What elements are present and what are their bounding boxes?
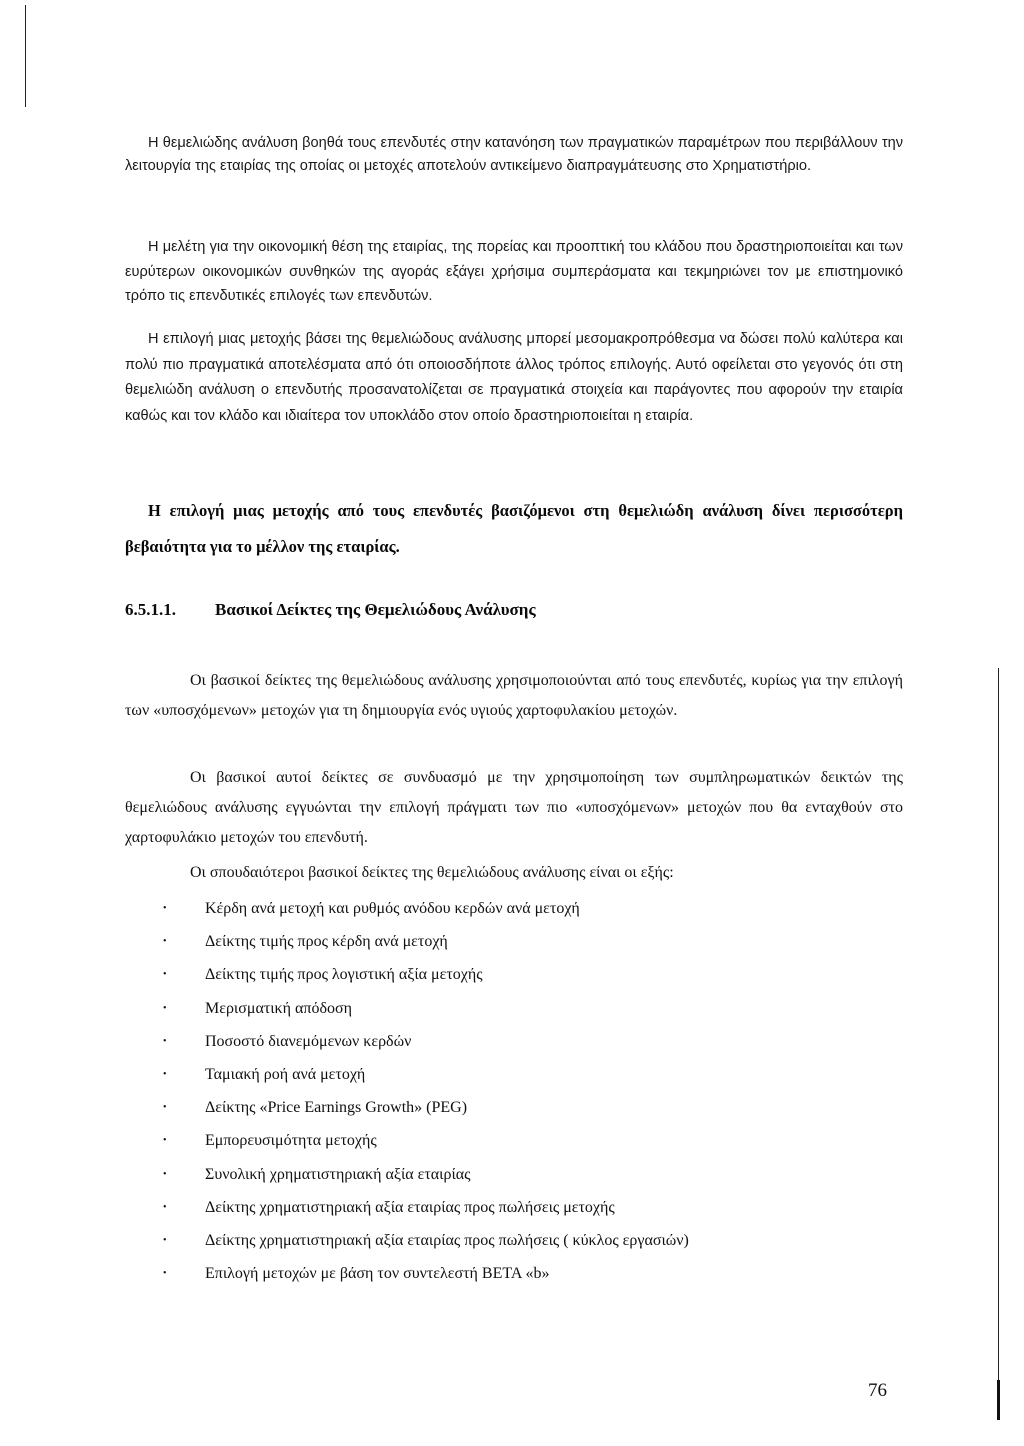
bullet-icon: • [163,969,167,981]
paragraph-complementary-indicators: Οι βασικοί αυτοί δείκτες σε συνδυασμό με την χρησιμοποίηση των συμπληρωματικών δεικτών της θεμελιώδους ανάλυσης εγγυώνται την επιλογή πράγματι των πιο «υποσχόμενων» μετοχών που θα ενταχθούν στο χαρτοφυλάκιο μετοχών του επενδυτή. [125,769,903,847]
bullet-icon: • [163,1201,167,1213]
bullet-icon: • [163,1102,167,1114]
paragraph-fundamental-analysis-intro: Η θεμελιώδης ανάλυση βοηθά τους επενδυτές στην κατανόηση των πραγματικών παραμέτρων που περιβάλλουν την λειτουργία της εταιρίας της οποίας οι μετοχές αποτελούν αντικείμενο διαπραγμάτευσης στο Χρηματιστήριο. [125,135,903,174]
bullet-icon: • [163,1268,167,1280]
list-item: • Δείκτης «Price Earnings Growth» (PEG) [163,1097,689,1130]
paragraph-list-intro: Οι σπουδαιότεροι βασικοί δείκτες της θεμελιώδους ανάλυσης είναι οι εξής: [190,864,674,881]
list-item: • Εμπορευσιμότητα μετοχής [163,1130,689,1163]
bullet-icon: • [163,1168,167,1180]
list-item: • Μερισματική απόδοση [163,998,689,1031]
section-number: 6.5.1.1. [125,600,176,619]
bullet-icon: • [163,1002,167,1014]
list-item: • Ποσοστό διανεμόμενων κερδών [163,1031,689,1064]
list-item: • Κέρδη ανά μετοχή και ρυθμός ανόδου κερδών ανά μετοχή [163,898,689,931]
bullet-icon: • [163,936,167,948]
list-item: • Δείκτης χρηματιστηριακή αξία εταιρίας προς πωλήσεις ( κύκλος εργασιών) [163,1230,689,1263]
page-number: 76 [868,1380,887,1401]
section-title: Βασικοί Δείκτες της Θεμελιώδους Ανάλυσης [215,600,536,619]
list-item: • Επιλογή μετοχών με βάση τον συντελεστή ΒΕΤΑ «b» [163,1263,689,1296]
indicator-list [163,898,689,1296]
bullet-icon: • [163,1068,167,1080]
paragraph-stock-selection: Η επιλογή μιας μετοχής βάσει της θεμελιώδους ανάλυσης μπορεί μεσομακροπρόθεσμα να δώσει πολύ καλύτερα και πολύ πιο πραγματικά αποτελέσματα από ότι οποιοσδήποτε άλλος τρόπος επιλογής. Αυτό οφείλεται στο γεγονός ότι στη θεμελιώδη ανάλυση ο επενδυτής προσανατολίζεται σε πραγματικά στοιχεία και παράγοντες που αφορούν την εταιρία καθώς και τον κλάδο και ιδιαίτερα τον υποκλάδο στον οποίο δραστηριοποιείται η εταιρία. [125,331,903,424]
bullet-icon: • [163,1135,167,1147]
section-heading [125,600,536,620]
list-item: • Ταμιακή ροή ανά μετοχή [163,1064,689,1097]
bullet-icon: • [163,903,167,914]
list-item: • Δείκτης χρηματιστηριακή αξία εταιρίας προς πωλήσεις μετοχής [163,1197,689,1230]
paragraph-basic-indicators: Οι βασικοί δείκτες της θεμελιώδους ανάλυσης χρησιμοποιούνται από τους επενδυτές, κυρίως για την επιλογή των «υποσχόμενων» μετοχών για τη δημιουργία ενός υγιούς χαρτοφυλακίου μετοχών. [125,672,903,720]
list-item: • Δείκτης τιμής προς λογιστική αξία μετοχής [163,964,689,997]
list-item: • Συνολική χρηματιστηριακή αξία εταιρίας [163,1164,689,1197]
paragraph-bold-conclusion: Η επιλογή μιας μετοχής από τους επενδυτές βασιζόμενοι στη θεμελιώδη ανάλυση δίνει περισσότερη βεβαιότητα για το μέλλον της εταιρίας. [125,501,903,556]
list-item: • Δείκτης τιμής προς κέρδη ανά μετοχή [163,931,689,964]
paragraph-company-study: Η μελέτη για την οικονομική θέση της εταιρίας, της πορείας και προοπτική του κλάδου που δραστηριοποιείται και των ευρύτερων οικονομικών συνθηκών της αγοράς εξάγει χρήσιμα συμπεράσματα και τεκμηριώνει τον με επιστημονικό τρόπο τις επενδυτικές επιλογές των επενδυτών. [125,239,903,304]
bullet-icon: • [163,1035,167,1047]
bullet-icon: • [163,1234,167,1246]
